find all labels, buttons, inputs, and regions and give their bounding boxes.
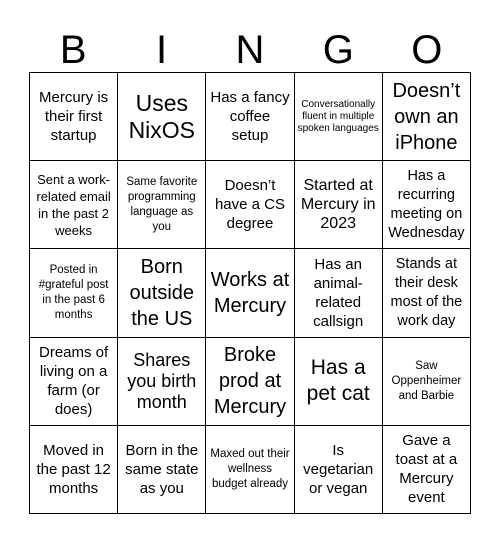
bingo-cell-r1c1[interactable] (30, 73, 118, 161)
bingo-cell-r3c2[interactable] (118, 249, 206, 337)
cell-text: Started at Mercury in 2023 (300, 177, 376, 233)
bingo-cell-r5c3[interactable] (206, 426, 294, 514)
bingo-cell-r3c3[interactable] (206, 249, 294, 337)
bingo-cell-r4c1[interactable] (30, 338, 118, 426)
header-letter-o: O (411, 28, 443, 72)
cell-text: Saw Oppenheimer and Barbie (391, 359, 462, 402)
cell-text: Mercury is their first startup (39, 89, 109, 145)
bingo-cell-r2c3[interactable] (206, 161, 294, 249)
bingo-cell-r4c2[interactable] (118, 338, 206, 426)
cell-text: Has an animal-related callsign (313, 255, 364, 330)
cell-text: Doesn’t have a CS degree (214, 177, 286, 233)
bingo-cell-r2c1[interactable] (30, 161, 118, 249)
bingo-header (29, 28, 471, 72)
bingo-cell-r2c5[interactable] (383, 161, 471, 249)
header-letter-b: B (59, 28, 87, 72)
bingo-cell-r5c2[interactable] (118, 426, 206, 514)
bingo-cell-r5c5[interactable] (383, 426, 471, 514)
cell-text: Uses NixOS (128, 89, 196, 143)
header-letter-i: I (156, 28, 168, 72)
cell-text: Has a fancy coffee setup (210, 89, 290, 145)
cell-text: Doesn’t own an iPhone (392, 79, 461, 154)
cell-text: Born outside the US (129, 255, 195, 330)
bingo-cell-r1c5[interactable] (383, 73, 471, 161)
cell-text: Same favorite programming language as you (126, 175, 198, 233)
cell-text: Born in the same state as you (125, 441, 199, 497)
bingo-cell-r5c1[interactable] (30, 426, 118, 514)
cell-text: Has a pet cat (306, 356, 370, 406)
header-letter-n: N (235, 28, 265, 72)
cell-text: Conversationally fluent in multiple spoken languages (297, 98, 379, 134)
bingo-cell-r1c2[interactable] (118, 73, 206, 161)
bingo-cell-r5c4[interactable] (295, 426, 383, 514)
bingo-cell-r2c4[interactable] (295, 161, 383, 249)
bingo-cell-r4c5[interactable] (383, 338, 471, 426)
cell-text: Sent a work-related email in the past 2 weeks (36, 171, 111, 238)
bingo-grid (29, 72, 471, 514)
cell-text: Maxed out their wellness budget already (210, 447, 290, 490)
cell-text: Posted in #grateful post in the past 6 months (38, 263, 109, 321)
bingo-cell-r4c3[interactable] (206, 338, 294, 426)
bingo-cell-r3c1[interactable] (30, 249, 118, 337)
cell-text: Shares you birth month (127, 349, 197, 412)
cell-text: Works at Mercury (210, 268, 290, 317)
cell-text: Moved in the past 12 months (36, 441, 111, 497)
cell-text: Dreams of living on a farm (or does) (39, 344, 109, 419)
bingo-cell-r1c3[interactable] (206, 73, 294, 161)
cell-text: Has a recurring meeting on Wednesday (388, 167, 465, 241)
cell-text: Is vegetarian or vegan (303, 441, 374, 497)
cell-text: Broke prod at Mercury (213, 344, 287, 419)
cell-text: Gave a toast at a Mercury event (395, 432, 458, 507)
bingo-cell-r3c5[interactable] (383, 249, 471, 337)
bingo-cell-r3c4[interactable] (295, 249, 383, 337)
bingo-cell-r2c2[interactable] (118, 161, 206, 249)
bingo-cell-r4c4[interactable] (295, 338, 383, 426)
cell-text: Stands at their desk most of the work day (390, 255, 463, 329)
bingo-cell-r1c4[interactable] (295, 73, 383, 161)
header-letter-g: G (322, 28, 354, 72)
